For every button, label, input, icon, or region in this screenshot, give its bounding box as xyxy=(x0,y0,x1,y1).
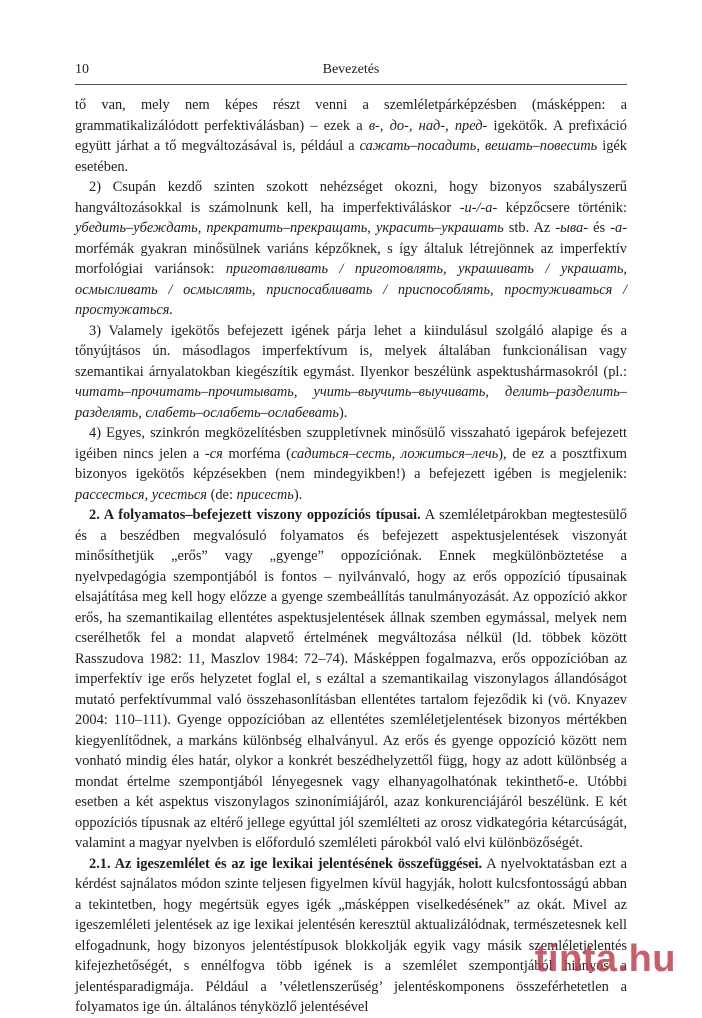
italic-text: сажать–посадить, вешать–повесить xyxy=(359,138,598,154)
paragraph xyxy=(75,854,627,1018)
text-run: igekötők. A prefixáció együtt járhat a tő megváltozásával is, például a xyxy=(75,117,627,154)
italic-text: убедить–убеждать, прекратить–прекращать, украсить–украшать xyxy=(75,220,504,236)
page-number: 10 xyxy=(75,62,89,77)
paragraph xyxy=(75,321,627,424)
text-run: ). xyxy=(293,486,303,503)
text-run: stb. Az xyxy=(503,220,556,236)
running-title: Bevezetés xyxy=(322,62,380,77)
text-run: A szemléletpárokban megtestesülő és a beszédben megvalósuló folyamatos és befejezett aspektusjelentések viszonyát minősíthetjük „erős” vagy „gyenge” oppozíciónak. Ennek megkülönböztetése a nyelvpedagógia szempontjából is fontos – nyilvánvaló, hogy az erős oppozíció típusainak elsajátítása meg kell hogy előzze a gyenge szembeállítás tanulmányozását. Az oppozíció akkor erős, ha szemantikailag ellentétes aspektusjelentések állnak szemben egymással, melyek nem cserélhetők fel a mondat alapvető értelmének megváltozása nélkül (ld. többek között Rasszudova 1982: 11, Maszlov 1984: 72–74). Másképpen fogalmazva, erős oppozícióban az imperfektív ige erős helyzetet foglal el, s ezáltal a szemantikailag viszonylagos állandóságot mutató perfektívummal való összehasonlításban ellentétes tartalom fejeződik ki (vö. Knyazev 2004: 110–111). Gyenge oppozícióban az ellentétes szemléletjelentések bizonyos mértékben kiegyenlítődnek, a markáns különbség elhalványul. Az erős és gyenge oppozíció között nem vonható mindig éles határ, olykor a konkrét beszédhelyzettől függ, hogy az adott különbség a mondat értelme szempontjából lényegesnek vagy elhanyagolhatónak tekinthető-e. Utóbbi esetben a két aspektus viszonylagos szinonímiájáról, azaz konkurenciájáról beszélünk. E két oppozíciós típusnak az eltérő jellege egyúttal jól szemlélteti az orosz vidkategória kétarcúságát, valamint a magyar nyelvben is előforduló szemléleti párokból való elvi különbözőségét. xyxy=(75,507,627,851)
text-run: 3) Valamely igekötős befejezett igének párja lehet a kiindulásul szolgáló alapige és a tőnyújtásos ún. másodlagos imperfektívum is, melyek általában funkcionálisan vagy szemantikai árnyalatokban kiegészítik egymást. Ilyenkor beszélünk aspektushármasokról (pl.: xyxy=(75,322,627,380)
text-run: 2) Csupán kezdő szinten szokott nehézséget okozni, hogy bizonyos szabályszerű hangváltozásokkal is számolnunk kell, ha imperfektiváláskor xyxy=(75,179,627,216)
body-text xyxy=(75,95,627,1018)
section-heading: 2.1. Az igeszemlélet és az ige lexikai jelentésének összefüggései. xyxy=(89,855,483,872)
text-run: (de: xyxy=(206,486,237,503)
paragraph xyxy=(75,95,627,177)
text-run: és xyxy=(588,220,611,236)
section-heading: 2. A folyamatos–befejezett viszony oppozíciós típusai. xyxy=(89,507,421,523)
text-run: morféma ( xyxy=(222,445,291,462)
watermark-logo: tinta.hu xyxy=(534,938,676,980)
text-run: igék esetében. xyxy=(75,138,627,175)
text-run: morfémák gyakran minősülnek variáns képzőknek, s így általuk létrejönnek az imperfektív morfológiai variánsok: xyxy=(75,240,627,277)
italic-text: присесть xyxy=(236,486,294,503)
page-header xyxy=(75,62,627,82)
italic-text: читать–прочитать–прочитывать, учить–выучить–выучивать, делить–разделить–разделять, слабеть–ослабеть–ослабевать xyxy=(75,384,627,421)
italic-text: приготавливать / приготовлять, украшивать / украшать, осмысливать / осмыслять, приспосабливать / приспособлять, простуживаться / простужаться. xyxy=(75,261,627,318)
text-run: képzőcsere történik: xyxy=(497,199,627,216)
header-rule xyxy=(75,84,627,85)
italic-text: -и-/-а- xyxy=(459,199,498,216)
paragraph xyxy=(75,505,627,854)
text-run: A nyelvoktatásban ezt a kérdést sajnálatos módon szinte teljesen figyelmen kívül hagyják, holott kulcsfontosságú abban a tekintetben, hogy megértsük egyes igék „másképpen viselkedésének” az okát. Mivel az igeszemléleti jelentések az ige lexikai jelentésén keresztül aktualizálódnak, természetesnek kell elfogadnunk, hogy bizonyos jelentéstípusok blokkolják egyik vagy másik szemléletjelentés kifejezhetőségét, s ennélfogva több igének is a szemlélet szempontjából hiányos a jelentésparadigmája. Például a ’véletlenszerűség’ jelentéskomponens összeférhetetlen a folyamatos ige ún. általános tényközlő jelentésével xyxy=(75,855,627,1015)
italic-text: рассесться, усесться xyxy=(75,486,207,503)
italic-text: -ыва- xyxy=(555,220,589,236)
text-run: ), de ez a posztfixum bizonyos igekötős képzésekben (nem mindegyikben!) a befejezett igében is megjelenik: xyxy=(75,445,627,482)
text-run: tő van, mely nem képes részt venni a szemléletpárképzésben (másképpen: a grammatikalizálódott perfektiválásban) – ezek a xyxy=(75,97,627,134)
text-run: ). xyxy=(338,404,348,421)
paragraph xyxy=(75,423,627,505)
italic-text: в-, до-, над-, пред- xyxy=(368,117,488,134)
italic-text: садиться–сесть, ложиться–лечь xyxy=(290,445,499,462)
italic-text: -а- xyxy=(610,220,628,236)
text-run: 4) Egyes, szinkrón megközelítésben szuppletívnek minősülő visszaható igepárok befejezett igéiben nincs jelen a xyxy=(75,425,627,462)
italic-text: -ся xyxy=(204,445,223,462)
paragraph xyxy=(75,177,627,321)
